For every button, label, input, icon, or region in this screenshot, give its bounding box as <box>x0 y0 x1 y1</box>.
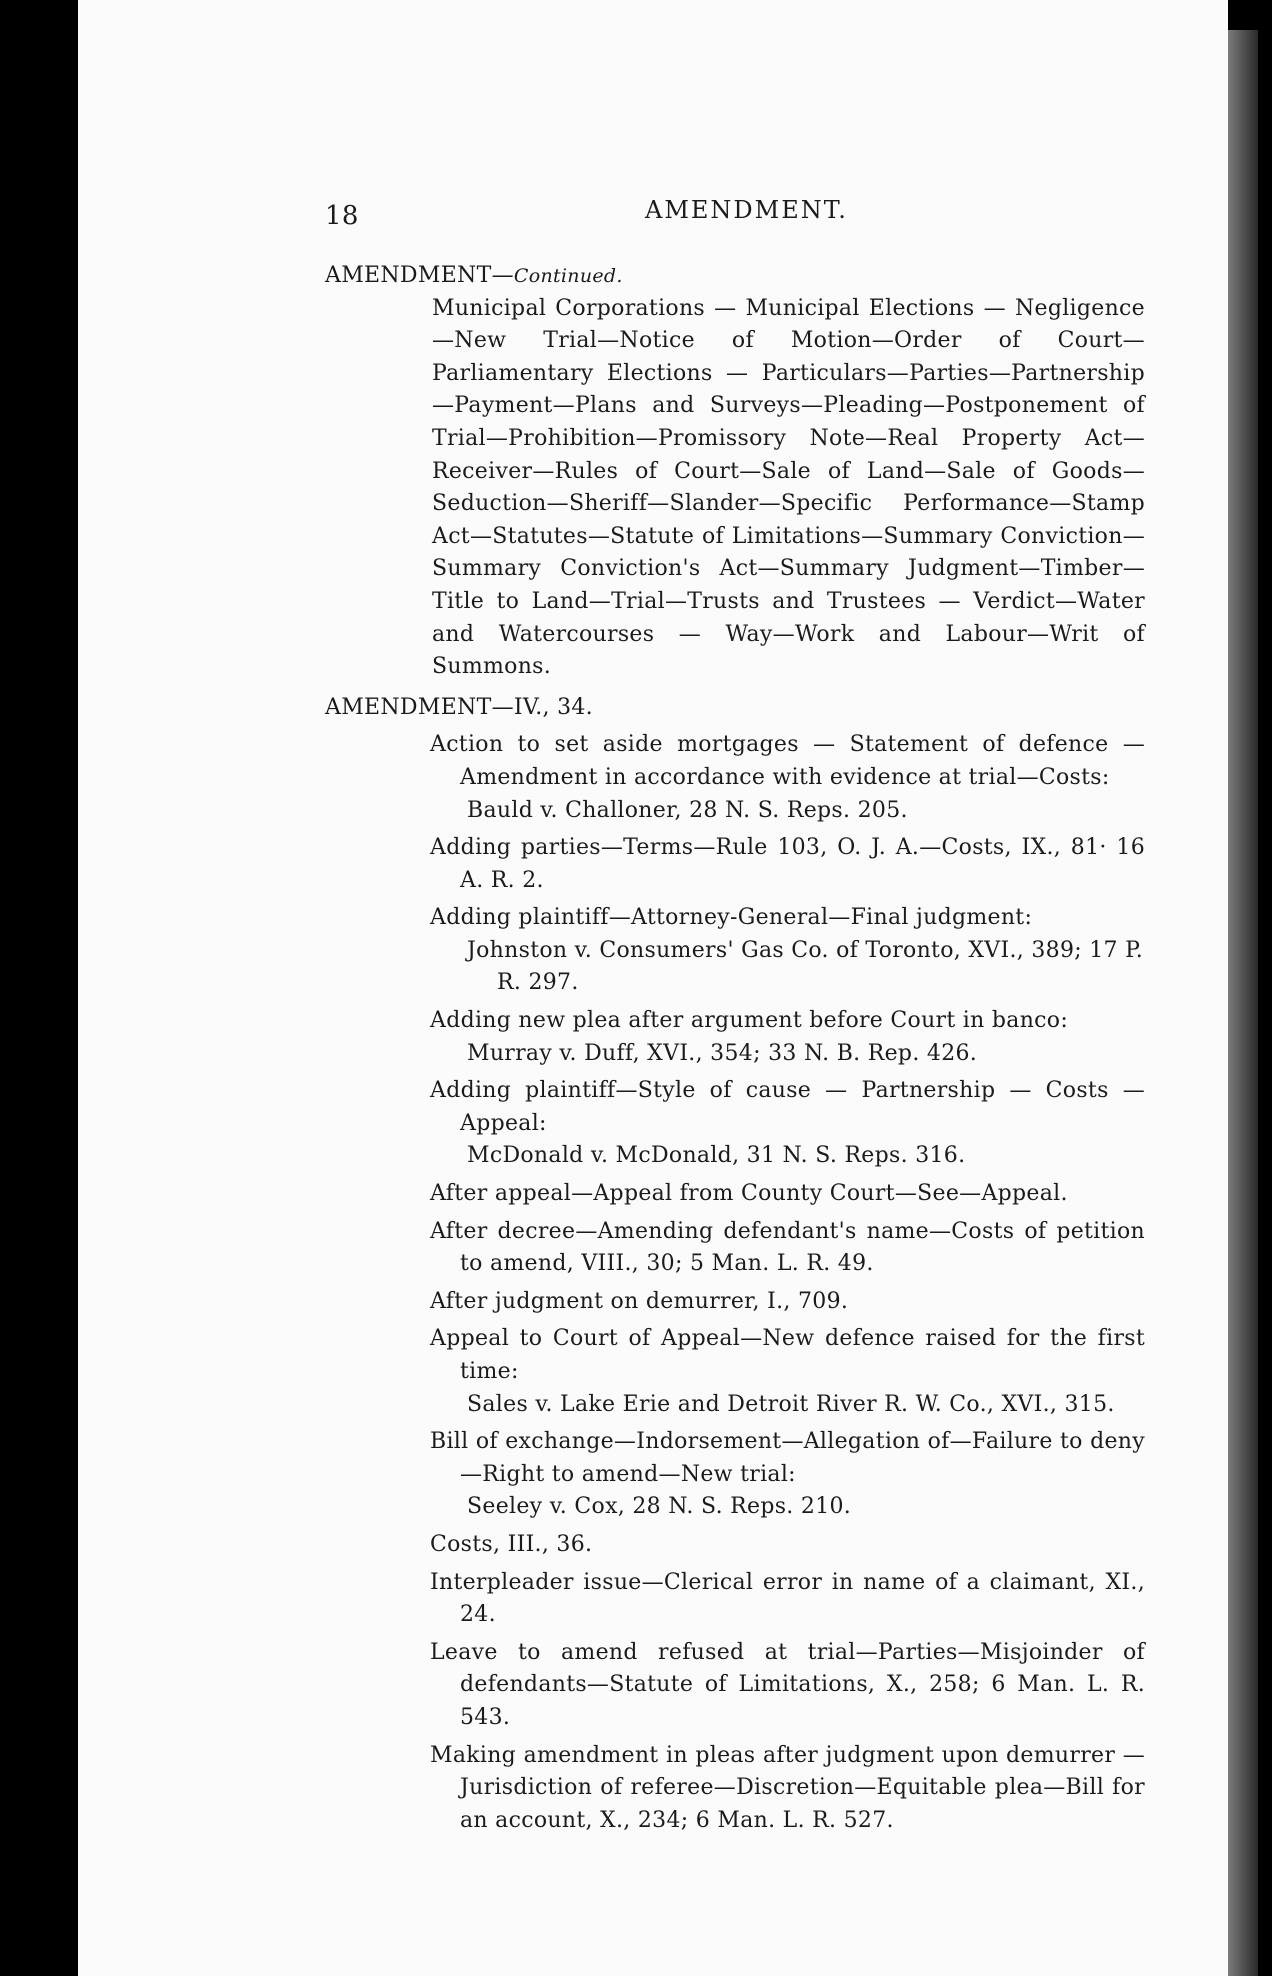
index-entry: Adding new plea after argument before Court in banco: <box>430 1008 1069 1034</box>
running-title: AMENDMENT. <box>645 196 848 224</box>
index-entry: After appeal—Appeal from County Court—See—Appeal. <box>430 1181 1068 1207</box>
index-entry: Adding plaintiff—Attorney-General—Final judgment: <box>430 905 1033 931</box>
index-entry: After judgment on demurrer, I., 709. <box>430 1288 849 1314</box>
case-citation: Bauld v. Challoner, 28 N. S. Reps. 205. <box>467 797 908 823</box>
index-entry: Adding parties—Terms—Rule 103, O. J. A.—Costs, IX., 81· 16 A. R. 2. <box>430 835 1145 893</box>
heading-continued-label: Continued. <box>513 265 623 287</box>
index-entry: Action to set aside mortgages — Statement of defence — Amendment in accordance with evidence at trial—Costs: <box>430 732 1145 790</box>
index-entry: Adding plaintiff—Style of cause — Partnership — Costs — Appeal: <box>430 1078 1145 1136</box>
index-entry: After decree—Amending defendant's name—Costs of petition to amend, VIII., 30; 5 Man. L. R. 49. <box>430 1218 1145 1277</box>
index-entry: Appeal to Court of Appeal—New defence raised for the first time: <box>430 1326 1145 1384</box>
page-number: 18 <box>325 201 359 231</box>
index-entry: Costs, III., 36. <box>430 1531 593 1557</box>
page-edge-shadow <box>1228 30 1258 1976</box>
index-entry: Bill of exchange—Indorsement—Allegation of—Failure to deny—Right to amend—New trial: <box>430 1429 1145 1487</box>
case-citation: McDonald v. McDonald, 31 N. S. Reps. 316. <box>467 1143 966 1169</box>
case-citation: Johnston v. Consumers' Gas Co. of Toronto, XVI., 389; 17 P. R. 297. <box>467 937 1144 996</box>
cross-reference-paragraph: Municipal Corporations — Municipal Elections — Negligence—New Trial—Notice of Motion—Order of Court—Parliamentary Elections — Particulars—Parties—Partnership—Payment—Plans and Surveys—Pleading—Postponement of Trial—Prohibition—Promissory Note—Real Property Act—Receiver—Rules of Court—Sale of Land—Sale of Goods—Seduction—Sheriff—Slander—Specific Performance—Stamp Act—Statutes—Statute of Limitations—Summary Conviction—Summary Conviction's Act—Summary Judgment—Timber—Title to Land—Trial—Trusts and Trustees — Verdict—Water and Watercourses — Way—Work and Labour—Writ of Summons. <box>432 295 1145 680</box>
entry-list <box>325 729 1145 1837</box>
case-citation: Seeley v. Cox, 28 N. S. Reps. 210. <box>467 1494 852 1520</box>
section-heading-continued <box>325 260 1145 293</box>
index-entry: Leave to amend refused at trial—Parties—Misjoinder of defendants—Statute of Limitations, X., 258; 6 Man. L. R. 543. <box>430 1639 1145 1730</box>
index-entry: Interpleader issue—Clerical error in name of a claimant, XI., 24. <box>430 1569 1145 1628</box>
case-citation: Sales v. Lake Erie and Detroit River R. W. Co., XVI., 315. <box>467 1391 1115 1417</box>
page-header <box>325 196 1145 234</box>
section-heading: AMENDMENT—IV., 34. <box>325 694 593 720</box>
case-citation: Murray v. Duff, XVI., 354; 33 N. B. Rep. 426. <box>467 1040 978 1066</box>
index-body <box>325 260 1145 1837</box>
index-entry: Making amendment in pleas after judgment upon demurrer —Jurisdiction of referee—Discretion—Equitable plea—Bill for an account, X., 234; 6 Man. L. R. 527. <box>430 1742 1145 1833</box>
heading-text: AMENDMENT— <box>325 263 514 288</box>
